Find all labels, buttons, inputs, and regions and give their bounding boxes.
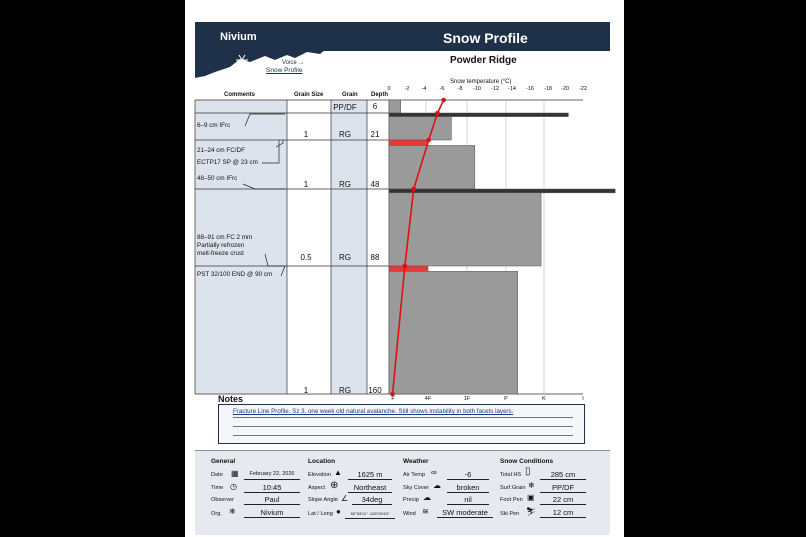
temperature-axis-title: Snow temperature (°C) <box>450 79 512 85</box>
comment-text: Partially refrozen <box>197 242 245 249</box>
hardness-bar <box>389 145 475 189</box>
grain-size-header: Grain Size <box>294 92 324 98</box>
notes-rule <box>233 417 573 418</box>
hardness-label: I <box>582 396 584 402</box>
total-hs-value: 285 cm <box>540 470 586 480</box>
temp-tick: -16 <box>526 86 534 92</box>
voice-snow-profile-link[interactable]: Snow Profile <box>266 67 303 74</box>
wind-icon: ≋ <box>422 507 429 516</box>
weather-title: Weather <box>403 458 429 465</box>
grain-cell: RG <box>339 386 351 395</box>
partly-cloudy-icon: ☁ <box>433 481 441 490</box>
snowflake-org-icon: ❄ <box>229 507 236 516</box>
lat-long-label: Lat / Long <box>308 511 333 517</box>
elevation-value: 1625 m <box>348 470 392 480</box>
hardness-bar <box>389 266 428 271</box>
comment-text: ECTP17 SP @ 23 cm <box>197 159 258 166</box>
time-value: 10:45 <box>244 483 300 493</box>
grain-header: Grain <box>342 92 358 98</box>
snow-stake-icon: ▯ <box>525 466 531 477</box>
comments-header: Comments <box>224 92 256 98</box>
brand-name: Nivium <box>220 31 257 43</box>
hardness-label: 4F <box>424 396 432 402</box>
precip-label: Precip <box>403 497 419 503</box>
hardness-label: P <box>504 396 508 402</box>
hardness-bar <box>389 100 401 113</box>
page-title: Snow Profile <box>443 30 528 46</box>
ski-pen-label: Ski Pen <box>500 511 520 517</box>
angle-icon: ∠ <box>341 494 349 503</box>
temp-tick: -22 <box>579 86 587 92</box>
comment-text: 21–24 cm FC/DF <box>197 147 245 154</box>
comment-text: 6–9 cm IFrc <box>197 122 231 129</box>
footprint-icon: ▣ <box>527 493 535 502</box>
grain-size-cell: 0.5 <box>300 253 312 262</box>
compass-icon: ⊕ <box>330 480 339 491</box>
observer-label: Observer <box>211 497 235 503</box>
hardness-label: 1F <box>463 396 471 402</box>
org-value: Nivium <box>244 508 300 518</box>
slope-angle-value: 34deg <box>352 495 392 505</box>
grain-cell: RG <box>339 253 351 262</box>
temperature-point <box>411 187 416 192</box>
hardness-bars <box>389 100 615 394</box>
org-label: Org. <box>211 511 222 517</box>
comment-text: 88–91 cm FC 2 mm <box>197 234 253 241</box>
lat-long-value: 50°53'11" -128°09'43" <box>345 509 395 519</box>
hardness-label: F <box>391 396 395 402</box>
temp-tick: -12 <box>491 86 499 92</box>
hardness-label: K <box>542 396 546 402</box>
skier-icon: ⛷ <box>526 507 537 516</box>
surface-grain-label: Surf.Grain <box>500 485 526 491</box>
foot-pen-value: 22 cm <box>540 495 586 505</box>
notes-title: Notes <box>218 394 244 404</box>
temp-tick: -2 <box>404 86 410 92</box>
air-temp-value: -6 <box>447 470 489 480</box>
hardness-bar <box>389 189 615 193</box>
location-title: Powder Ridge <box>450 55 517 66</box>
time-label: Time <box>211 485 224 491</box>
temp-tick: -18 <box>544 86 552 92</box>
air-temp-label: Air Temp <box>403 472 425 478</box>
temp-tick: -14 <box>508 86 516 92</box>
temperature-point <box>403 264 408 269</box>
calendar-icon: ▦ <box>231 469 239 478</box>
hardness-bar <box>389 271 518 394</box>
temp-tick: 0 <box>387 86 391 92</box>
comment-text: 48–50 cm IFrc <box>197 175 238 182</box>
general-title: General <box>211 458 236 465</box>
comment-text: melt-freeze crust <box>197 250 244 257</box>
slope-angle-label: Slope Angle <box>308 497 338 503</box>
notes-rule <box>233 426 573 427</box>
thermometer-icon: ∞ <box>431 468 437 477</box>
ski-pen-value: 12 cm <box>540 508 586 518</box>
depth-cell: 6 <box>372 102 378 111</box>
observer-value: Paul <box>244 495 300 505</box>
sky-cover-value: broken <box>447 483 489 493</box>
pin-icon: ● <box>336 507 341 516</box>
temp-tick: -4 <box>421 86 427 92</box>
grain-cell: RG <box>339 180 351 189</box>
temperature-point <box>435 111 440 116</box>
depth-cell: 48 <box>370 180 380 189</box>
wind-label: Wind <box>403 511 416 517</box>
depth-cell: 160 <box>368 386 382 395</box>
snowflake-icon: ❄ <box>528 481 535 490</box>
foot-pen-label: Foot Pen <box>500 497 523 503</box>
elevation-label: Elevation <box>308 472 332 478</box>
mountain-icon: ▲ <box>334 468 342 477</box>
grain-size-cell: 1 <box>303 386 309 395</box>
depth-cell: 21 <box>370 130 380 139</box>
grain-size-cell: 1 <box>303 130 309 139</box>
wind-value: SW moderate <box>437 508 493 518</box>
comment-text: PST 32/100 END @ 90 cm <box>197 271 273 278</box>
date-label: Date <box>211 472 223 478</box>
date-value: February 22, 2026 <box>244 470 300 480</box>
surface-grain-value: PP/DF <box>540 483 586 493</box>
grain-size-cell: 1 <box>303 180 309 189</box>
cloud-rain-icon: ☁ <box>423 493 431 502</box>
temp-tick: -10 <box>473 86 481 92</box>
notes-text: Fracture Line Profile. Sz 3, one week old natural avalanche. Still shows instability in both facets layers. <box>233 408 514 415</box>
temp-tick: -20 <box>561 86 569 92</box>
temp-tick: -8 <box>457 86 463 92</box>
temperature-point <box>441 98 446 103</box>
sky-cover-label: Sky Cover <box>403 485 429 491</box>
grain-cell: RG <box>339 130 351 139</box>
depth-cell: 88 <box>370 253 380 262</box>
grain-cell: PP/DF <box>333 103 357 112</box>
hardness-bar <box>389 140 428 145</box>
temp-tick: -6 <box>439 86 445 92</box>
aspect-label: Aspect <box>308 485 326 491</box>
voice-label: Voice → <box>282 60 305 66</box>
aspect-value: Northeast <box>348 483 392 493</box>
temperature-point <box>426 138 431 143</box>
snow-conditions-title: Snow Conditions <box>500 458 554 465</box>
hardness-bar <box>389 117 451 140</box>
depth-header: Depth <box>371 92 388 98</box>
clock-icon: ◷ <box>230 482 237 491</box>
total-hs-label: Total HS <box>500 472 522 478</box>
hardness-bar <box>389 113 568 117</box>
location-section-title: Location <box>308 458 336 465</box>
notes-rule <box>233 435 573 436</box>
precip-value: nil <box>447 495 489 505</box>
